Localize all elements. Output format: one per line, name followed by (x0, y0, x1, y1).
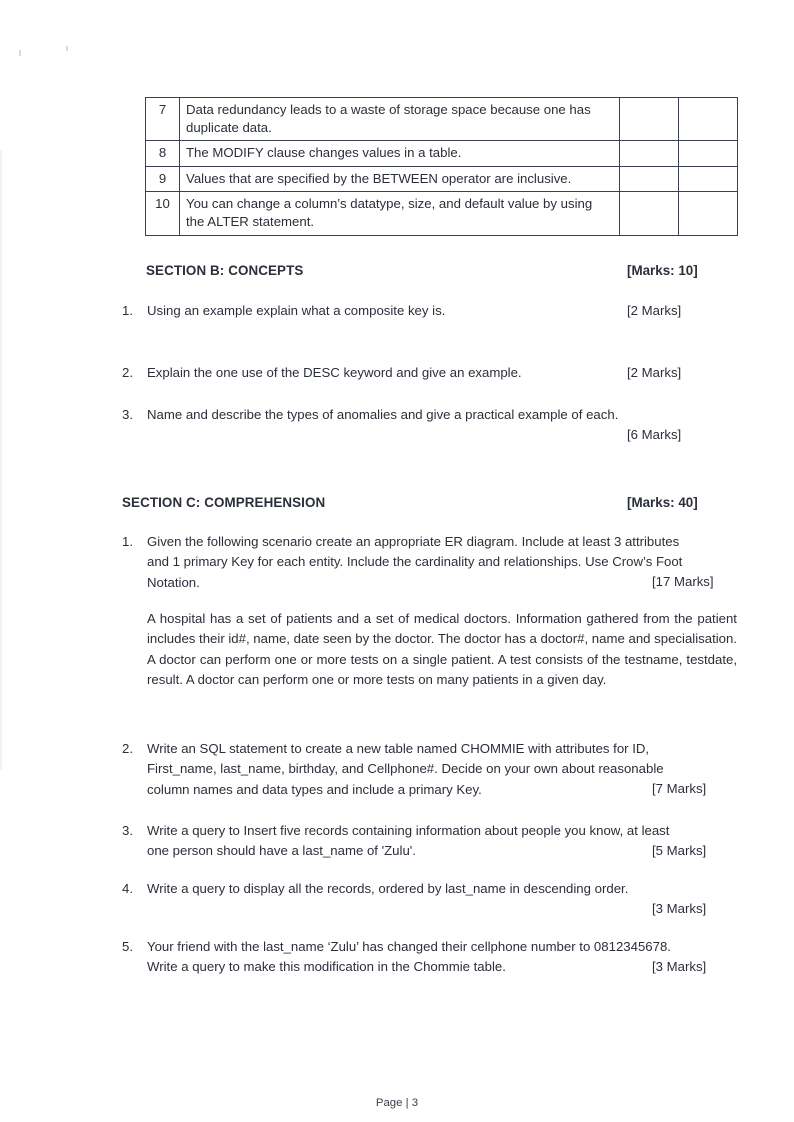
table-cell-answer-1[interactable] (620, 141, 679, 167)
table-cell-answer-1[interactable] (620, 192, 679, 235)
question-number: 1. (122, 303, 133, 318)
question-marks: [7 Marks] (652, 781, 707, 796)
table-cell-number: 9 (146, 166, 180, 192)
question-number: 3. (122, 823, 133, 838)
table-cell-number: 8 (146, 141, 180, 167)
section-c-question-2 (122, 739, 737, 800)
question-marks: [3 Marks] (652, 901, 707, 916)
page-footer: Page | 3 (375, 1097, 419, 1109)
question-marks: [2 Marks] (627, 303, 682, 318)
section-c-question-4 (122, 879, 737, 916)
question-text (147, 739, 737, 800)
section-b-marks-total: [Marks: 10] (627, 263, 698, 278)
table-cell-answer-2[interactable] (679, 166, 738, 192)
question-number: 1. (122, 534, 133, 549)
scenario-line: consists of the testname, testdate, result. A doctor can perform one or more tests on many (147, 651, 738, 687)
question-line: and 1 primary Key for each entity. Include the cardinality and relationships. Use Crow’s Foot (147, 554, 683, 570)
question-number: 2. (122, 741, 133, 756)
question-number: 2. (122, 365, 133, 380)
table-cell-answer-2[interactable] (679, 98, 738, 141)
table-cell-statement: Data redundancy leads to a waste of storage space because one has duplicate data. (180, 98, 620, 141)
section-c-question-3 (122, 821, 737, 862)
section-b-heading: SECTION B: CONCEPTS (146, 263, 304, 278)
table-row (146, 192, 738, 235)
section-c-question-1 (122, 532, 737, 593)
question-line: Write a query to display all the records, ordered by last_name in descending order. (147, 881, 629, 896)
table-cell-answer-1[interactable] (620, 166, 679, 192)
question-text: Using an example explain what a composite key is. (147, 303, 446, 318)
question-text (147, 879, 737, 899)
table-cell-statement: The MODIFY clause changes values in a table. (180, 141, 620, 167)
table-cell-statement: Values that are specified by the BETWEEN operator are inclusive. (180, 166, 620, 192)
question-marks: [5 Marks] (652, 843, 707, 858)
scan-artifact-speck (66, 46, 68, 51)
question-text (147, 532, 737, 593)
scan-artifact-edge (0, 150, 3, 770)
scenario-line: patients in a given day. (472, 671, 607, 687)
question-marks: [3 Marks] (652, 959, 707, 974)
question-line: one person should have a last_name of 'Zulu'. (147, 843, 416, 859)
section-b-question-1 (122, 301, 737, 321)
question-marks: [2 Marks] (627, 365, 682, 380)
question-line: Your friend with the last_name ‘Zulu’ has changed their cellphone number to 0812345678. (147, 939, 671, 954)
table-cell-answer-1[interactable] (620, 98, 679, 141)
true-false-table (145, 97, 738, 236)
table-cell-number: 7 (146, 98, 180, 141)
question-number: 5. (122, 939, 133, 954)
table-cell-answer-2[interactable] (679, 141, 738, 167)
table-cell-answer-2[interactable] (679, 192, 738, 235)
question-text (147, 937, 737, 978)
table-cell-statement: You can change a column’s datatype, size, and default value by using the ALTER statement. (180, 192, 620, 235)
question-line: Write a query to Insert five records containing information about people you know, at least (147, 823, 670, 838)
question-marks: [17 Marks] (652, 574, 714, 589)
question-line: Notation. (147, 574, 200, 590)
question-text (147, 821, 737, 862)
question-text: Explain the one use of the DESC keyword and give an example. (147, 365, 522, 380)
question-line: Write an SQL statement to create a new table named CHOMMIE with attributes for ID, (147, 741, 650, 756)
section-b-question-2 (122, 363, 737, 383)
scan-artifact-speck (19, 50, 21, 56)
scenario-paragraph (147, 609, 737, 690)
section-c-heading: SECTION C: COMPREHENSION (122, 495, 326, 510)
scenario-line: A hospital has a set of patients and a set of medical doctors. Information gathered from the (147, 611, 693, 626)
table-row (146, 166, 738, 192)
table-cell-number: 10 (146, 192, 180, 235)
question-number: 3. (122, 407, 133, 422)
table-row (146, 141, 738, 167)
table-row (146, 98, 738, 141)
question-line: Write a query to make this modification in the Chommie table. (147, 959, 506, 975)
scenario-line: patient includes their id#, name, date seen by the doctor. The doctor has a doctor#, name (147, 611, 737, 647)
question-line: column names and data types and include a primary Key. (147, 781, 482, 797)
scenario-line: and specialisation. A doctor can perform one or more tests on a single patient. A test (147, 631, 737, 667)
question-marks: [6 Marks] (627, 427, 682, 442)
question-text: Name and describe the types of anomalies and give a practical example of each. (147, 407, 619, 422)
section-b-question-3 (122, 405, 737, 442)
question-number: 4. (122, 881, 133, 896)
question-line: Given the following scenario create an appropriate ER diagram. Include at least 3 attributes (147, 534, 680, 549)
section-c-marks-total: [Marks: 40] (627, 495, 698, 510)
section-c-question-5 (122, 937, 737, 978)
question-line: First_name, last_name, birthday, and Cellphone#. Decide on your own about reasonable (147, 761, 664, 777)
